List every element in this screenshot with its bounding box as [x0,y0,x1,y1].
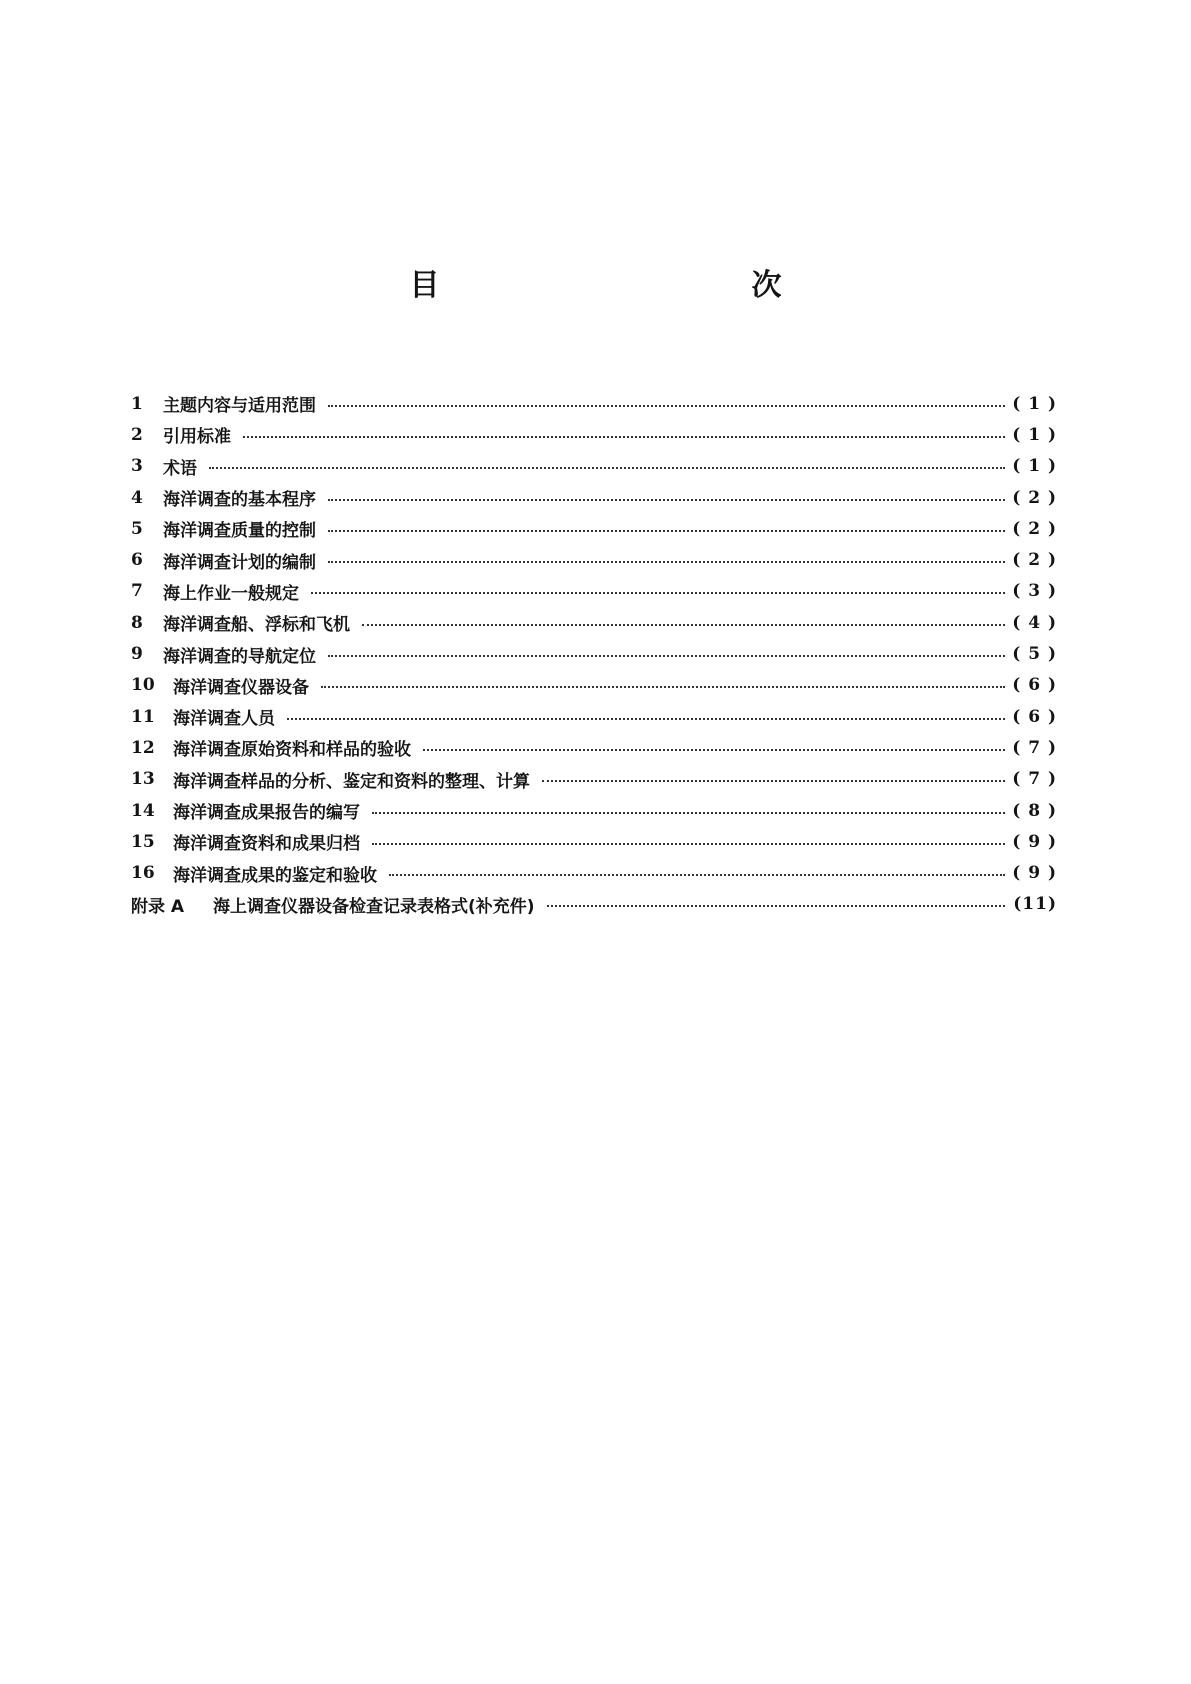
toc-entry-number: 16 [131,863,155,884]
toc-entry-number: 12 [131,737,155,758]
toc-entry[interactable] [131,419,1057,450]
dot-leader [547,905,1005,907]
toc-entry-page: ( 9 ) [1012,831,1057,852]
toc-entry-title: 引用标准 [163,427,231,448]
page-title: 目 次 [409,268,866,304]
toc-entry[interactable] [131,451,1057,482]
toc-entry-title: 术语 [163,458,197,479]
toc-entry[interactable] [131,670,1057,701]
dot-leader [209,467,1005,469]
toc-entry-number: 13 [131,769,155,790]
dot-leader [311,592,1005,594]
toc-entry-title: 海上调查仪器设备检查记录表格式(补充件) [213,896,535,917]
dot-leader [243,436,1005,438]
toc-entry-number: 附录 A [131,896,185,917]
toc-entry-page: ( 6 ) [1012,675,1057,696]
toc-entry[interactable] [131,638,1057,669]
toc-entry-title: 海上作业一般规定 [163,583,299,604]
toc-entry-page: ( 2 ) [1012,518,1057,539]
dot-leader [328,561,1005,563]
toc-entry-page: ( 5 ) [1012,644,1057,665]
toc-entry-page: ( 8 ) [1012,800,1057,821]
dot-leader [287,718,1005,720]
toc-entry-title: 海洋调查计划的编制 [163,552,316,573]
toc-entry-number: 15 [131,831,155,852]
toc-entry-number: 8 [131,612,143,633]
toc-entry-title: 海洋调查的基本程序 [163,490,316,511]
toc-entry-title: 海洋调查原始资料和样品的验收 [173,740,411,761]
toc-entry-number: 4 [131,487,143,508]
toc-entry[interactable] [131,701,1057,732]
toc-entry-number: 2 [131,424,143,445]
toc-entry-number: 1 [131,393,143,414]
dot-leader [321,686,1005,688]
toc-entry-title: 海洋调查样品的分析、鉴定和资料的整理、计算 [173,771,530,792]
toc-entry[interactable] [131,544,1057,575]
toc-entry[interactable] [131,513,1057,544]
toc-entry[interactable] [131,795,1057,826]
toc-entry[interactable] [131,482,1057,513]
toc-entry-title: 海洋调查的导航定位 [163,646,316,667]
toc-entry-page: ( 1 ) [1012,424,1057,445]
toc-entry-title: 海洋调查成果报告的编写 [173,803,360,823]
dot-leader [328,499,1005,501]
dot-leader [372,843,1005,845]
toc-entry-page: ( 1 ) [1012,456,1057,477]
toc-entry[interactable] [131,857,1057,888]
toc-entry[interactable] [131,388,1057,419]
dot-leader [372,812,1005,814]
dot-leader [423,749,1005,751]
toc-entry-page: ( 2 ) [1012,487,1057,508]
toc-entry-number: 3 [131,456,143,477]
toc-entry-title: 海洋调查质量的控制 [163,521,316,542]
dot-leader [362,624,1005,626]
toc-entry-title: 主题内容与适用范围 [163,396,316,417]
toc-entry-title: 海洋调查资料和成果归档 [173,834,360,855]
toc-entry-page: ( 7 ) [1012,737,1057,758]
toc-entry-page: ( 4 ) [1012,612,1057,633]
toc-entry-page: ( 9 ) [1012,863,1057,884]
toc-entry[interactable] [131,732,1057,763]
toc-entry-number: 5 [131,518,143,539]
toc-entry-page: ( 1 ) [1012,393,1057,414]
toc-entry-page: ( 3 ) [1012,581,1057,602]
toc-entry[interactable] [131,826,1057,857]
dot-leader [542,780,1005,782]
toc-entry-number: 7 [131,581,143,602]
toc-entry-title: 海洋调查人员 [173,709,275,730]
toc-entry-title: 海洋调查成果的鉴定和验收 [173,865,377,886]
toc-entry-page: ( 7 ) [1012,769,1057,790]
toc-entry-page: (11) [1013,894,1057,915]
toc-entry-page: ( 6 ) [1012,706,1057,727]
toc-entry-page: ( 2 ) [1012,550,1057,571]
dot-leader [389,874,1005,876]
toc-entry[interactable] [131,764,1057,795]
toc-entry[interactable] [131,607,1057,638]
toc-entry-appendix-a[interactable] [131,889,1057,920]
dot-leader [328,655,1005,657]
toc-entry-title: 海洋调查仪器设备 [173,677,309,698]
dot-leader [328,405,1005,407]
table-of-contents [131,388,1057,920]
toc-entry-number: 10 [131,675,155,696]
toc-entry-number: 11 [131,706,155,727]
dot-leader [328,530,1005,532]
toc-entry[interactable] [131,576,1057,607]
toc-entry-number: 6 [131,550,143,571]
toc-entry-number: 9 [131,644,143,665]
toc-entry-number: 14 [131,800,155,821]
toc-entry-title: 海洋调查船、浮标和飞机 [163,615,350,636]
